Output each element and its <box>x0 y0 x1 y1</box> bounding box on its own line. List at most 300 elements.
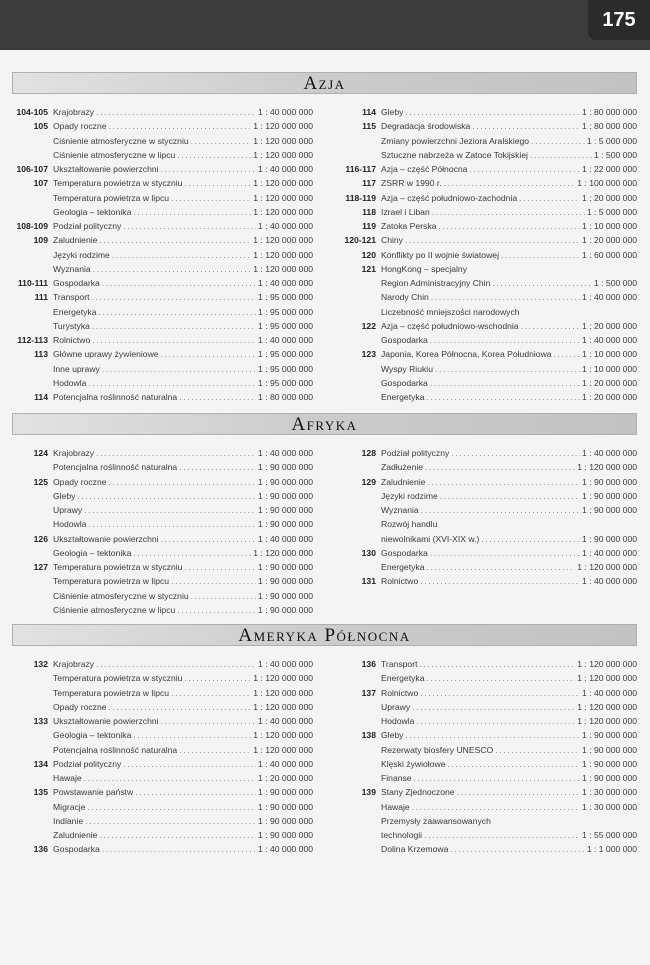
map-title: Gleby <box>381 730 404 741</box>
dot-leader <box>84 505 256 515</box>
toc-row <box>340 219 637 233</box>
map-scale: 1 : 95 000 000 <box>258 292 313 303</box>
map-title: Hodowla <box>53 519 87 530</box>
map-title: niewolnikami (XVI-XIX w.) <box>381 533 480 544</box>
dot-leader <box>77 491 256 501</box>
entry <box>381 193 637 203</box>
toc-row <box>340 276 637 290</box>
map-title: Ukształtowanie powierzchni <box>53 164 159 175</box>
map-scale: 1 : 90 000 000 <box>582 758 637 769</box>
map-scale: 1 : 90 000 000 <box>582 476 637 487</box>
top-bar <box>0 0 650 50</box>
page-ref: 136 <box>361 659 376 670</box>
dot-leader <box>405 107 580 117</box>
map-scale: 1 : 90 000 000 <box>258 505 313 516</box>
toc-row <box>340 814 637 828</box>
entry <box>53 178 313 188</box>
entry <box>53 576 313 586</box>
dot-leader <box>102 364 256 374</box>
toc-row <box>340 828 637 842</box>
map-scale: 1 : 40 000 000 <box>582 335 637 346</box>
dot-leader <box>444 178 576 188</box>
page-ref: 122 <box>361 320 376 331</box>
map-scale: 1 : 120 000 000 <box>253 149 313 160</box>
entry <box>381 136 637 146</box>
entry <box>381 349 637 359</box>
toc-row <box>12 603 313 617</box>
map-title: Geologia – tektonika <box>53 547 132 558</box>
map-title: Izrael i Liban <box>381 206 430 217</box>
section-afryka <box>12 413 637 617</box>
entry <box>381 107 637 117</box>
toc-row <box>12 390 313 404</box>
dot-leader <box>435 364 580 374</box>
map-scale: 1 : 120 000 000 <box>253 235 313 246</box>
dot-leader <box>177 150 251 160</box>
map-title: Uprawy <box>381 701 411 712</box>
dot-leader <box>412 802 580 812</box>
dot-leader <box>98 307 256 317</box>
toc-row <box>12 700 313 714</box>
map-scale: 1 : 30 000 000 <box>582 787 637 798</box>
toc-row <box>340 148 637 162</box>
map-title: Potencjalna roślinność naturalna <box>53 744 178 755</box>
map-scale: 1 : 5 000 000 <box>586 206 637 217</box>
map-scale: 1 : 80 000 000 <box>582 107 637 118</box>
entry <box>381 278 637 288</box>
dot-leader <box>450 844 584 854</box>
toc-row <box>340 290 637 304</box>
entry <box>53 534 313 544</box>
map-title: Sztuczne nabrzeża w Zatoce Tokijskiej <box>381 149 528 160</box>
map-title: Azja – część południowo-zachodnia <box>381 192 518 203</box>
page-ref: 107 <box>33 178 48 189</box>
map-title: HongKong – specjalny <box>381 263 467 274</box>
entry <box>53 816 313 826</box>
map-scale: 1 : 30 000 000 <box>582 801 637 812</box>
entry <box>53 702 313 712</box>
map-scale: 1 : 40 000 000 <box>258 107 313 118</box>
map-scale: 1 : 20 000 000 <box>582 392 637 403</box>
map-scale: 1 : 90 000 000 <box>258 801 313 812</box>
map-title: Powstawanie państw <box>53 787 134 798</box>
entry <box>381 307 637 317</box>
entry <box>381 364 637 374</box>
section-header <box>12 72 637 94</box>
page-ref: 133 <box>33 716 48 727</box>
entry <box>381 673 637 683</box>
map-title: Dolina Krzemowa <box>381 844 449 855</box>
toc-row <box>12 305 313 319</box>
dot-leader <box>438 221 580 231</box>
toc-row <box>12 503 313 517</box>
map-scale: 1 : 90 000 000 <box>258 590 313 601</box>
dot-leader <box>96 448 256 458</box>
toc-row <box>340 460 637 474</box>
page-number: 175 <box>588 0 650 40</box>
map-title: Narody Chin <box>381 292 429 303</box>
map-scale: 1 : 120 000 000 <box>253 687 313 698</box>
map-scale: 1 : 1 000 000 <box>586 844 637 855</box>
toc-row <box>12 262 313 276</box>
map-scale: 1 : 40 000 000 <box>258 533 313 544</box>
toc-row <box>340 446 637 460</box>
dot-leader <box>414 773 580 783</box>
toc-row <box>12 362 313 376</box>
toc-row <box>12 290 313 304</box>
entry <box>381 221 637 231</box>
entry <box>53 448 313 458</box>
map-scale: 1 : 120 000 000 <box>253 192 313 203</box>
map-scale: 1 : 95 000 000 <box>258 306 313 317</box>
entry <box>381 702 637 712</box>
toc-row <box>340 743 637 757</box>
map-scale: 1 : 60 000 000 <box>582 249 637 260</box>
dot-leader <box>171 688 251 698</box>
entry <box>381 688 637 698</box>
map-scale: 1 : 120 000 000 <box>253 730 313 741</box>
map-scale: 1 : 500 000 <box>593 149 637 160</box>
map-title: Gospodarka <box>381 377 428 388</box>
entry <box>381 816 637 826</box>
dot-leader <box>430 335 580 345</box>
map-title: Hodowla <box>53 377 87 388</box>
page-ref: 119 <box>362 221 376 232</box>
page-ref: 128 <box>361 448 376 459</box>
dot-leader <box>405 235 580 245</box>
toc-row <box>340 657 637 671</box>
dot-leader <box>171 576 256 586</box>
toc-row <box>12 475 313 489</box>
entry <box>381 477 637 487</box>
map-scale: 1 : 40 000 000 <box>258 278 313 289</box>
dot-leader <box>432 207 585 217</box>
map-scale: 1 : 40 000 000 <box>258 659 313 670</box>
entry <box>381 150 637 160</box>
dot-leader <box>430 548 580 558</box>
map-title: Opady roczne <box>53 476 107 487</box>
dot-leader <box>495 745 580 755</box>
entry <box>381 773 637 783</box>
page-ref: 109 <box>33 235 48 246</box>
toc-row <box>12 219 313 233</box>
toc-row <box>12 800 313 814</box>
map-title: Indianie <box>53 815 84 826</box>
entry <box>53 688 313 698</box>
entry <box>53 378 313 388</box>
map-title: Wyznania <box>53 263 91 274</box>
map-scale: 1 : 120 000 000 <box>253 249 313 260</box>
toc-row <box>12 785 313 799</box>
section-title: Azja <box>303 73 346 94</box>
entry <box>381 745 637 755</box>
map-title: Uprawy <box>53 505 83 516</box>
toc-row <box>12 176 313 190</box>
toc-row <box>12 376 313 390</box>
map-title: Temperatura powietrza w lipcu <box>53 576 170 587</box>
map-title: Języki rodzime <box>53 249 110 260</box>
entry <box>53 307 313 317</box>
map-scale: 1 : 120 000 000 <box>253 744 313 755</box>
entry <box>381 830 637 840</box>
dot-leader <box>405 730 580 740</box>
entry <box>381 844 637 854</box>
map-scale: 1 : 95 000 000 <box>258 349 313 360</box>
map-scale: 1 : 40 000 000 <box>258 448 313 459</box>
entry <box>381 730 637 740</box>
map-title: Inne uprawy <box>53 363 100 374</box>
entry <box>381 235 637 245</box>
map-title: Zaludnienie <box>53 830 98 841</box>
page-ref: 135 <box>33 787 48 798</box>
page-ref: 138 <box>361 730 376 741</box>
toc-row <box>340 503 637 517</box>
dot-leader <box>87 802 256 812</box>
map-scale: 1 : 95 000 000 <box>258 363 313 374</box>
toc-row <box>12 728 313 742</box>
entry <box>53 548 313 558</box>
page-ref: 129 <box>361 476 376 487</box>
entry <box>381 491 637 501</box>
map-scale: 1 : 40 000 000 <box>258 716 313 727</box>
dot-leader <box>554 349 580 359</box>
toc-row <box>340 390 637 404</box>
dot-leader <box>531 136 585 146</box>
dot-leader <box>171 193 251 203</box>
map-scale: 1 : 90 000 000 <box>258 476 313 487</box>
toc-row <box>340 700 637 714</box>
dot-leader <box>521 321 580 331</box>
entry <box>53 759 313 769</box>
entry <box>53 164 313 174</box>
map-title: Krajobrazy <box>53 659 95 670</box>
entry <box>53 335 313 345</box>
map-scale: 1 : 90 000 000 <box>582 490 637 501</box>
toc-row <box>12 119 313 133</box>
map-scale: 1 : 90 000 000 <box>258 519 313 530</box>
dot-leader <box>96 107 256 117</box>
dot-leader <box>191 591 256 601</box>
map-scale: 1 : 80 000 000 <box>582 121 637 132</box>
dot-leader <box>421 505 580 515</box>
toc-row <box>12 347 313 361</box>
entry <box>53 121 313 131</box>
toc-row <box>12 489 313 503</box>
toc-row <box>12 276 313 290</box>
dot-leader <box>102 278 256 288</box>
entry <box>53 591 313 601</box>
map-scale: 1 : 90 000 000 <box>582 533 637 544</box>
map-scale: 1 : 120 000 000 <box>253 121 313 132</box>
dot-leader <box>427 477 580 487</box>
map-title: Ciśnienie atmosferyczne w lipcu <box>53 604 176 615</box>
dot-leader <box>91 292 256 302</box>
map-scale: 1 : 120 000 000 <box>577 562 637 573</box>
page-ref: 112-113 <box>17 335 48 346</box>
map-scale: 1 : 90 000 000 <box>258 815 313 826</box>
map-scale: 1 : 20 000 000 <box>582 192 637 203</box>
entry <box>53 745 313 755</box>
toc-row <box>340 119 637 133</box>
page-ref: 118-119 <box>345 192 376 203</box>
map-title: Ciśnienie atmosferyczne w styczniu <box>53 590 189 601</box>
page-ref: 120-121 <box>344 235 376 246</box>
map-scale: 1 : 120 000 000 <box>253 673 313 684</box>
entry <box>381 448 637 458</box>
page-ref: 108-109 <box>16 221 48 232</box>
toc-row <box>12 532 313 546</box>
entry <box>53 136 313 146</box>
dot-leader <box>123 759 256 769</box>
page-ref: 131 <box>361 576 376 587</box>
toc-row <box>340 347 637 361</box>
map-scale: 1 : 55 000 000 <box>582 830 637 841</box>
page-ref: 113 <box>34 349 48 360</box>
entry <box>381 759 637 769</box>
dot-leader <box>184 673 251 683</box>
map-scale: 1 : 40 000 000 <box>258 758 313 769</box>
map-title: Turystyka <box>53 320 90 331</box>
left-column <box>12 446 313 617</box>
right-column <box>340 105 637 404</box>
map-scale: 1 : 10 000 000 <box>582 363 637 374</box>
dot-leader <box>426 392 580 402</box>
map-title: Energetyka <box>53 306 97 317</box>
toc-row <box>340 319 637 333</box>
map-title: Podział polityczny <box>53 221 122 232</box>
toc-row <box>12 814 313 828</box>
dot-leader <box>161 164 256 174</box>
toc-row <box>340 333 637 347</box>
map-title: Gospodarka <box>381 335 428 346</box>
entry <box>53 349 313 359</box>
map-scale: 1 : 40 000 000 <box>258 335 313 346</box>
entry <box>381 802 637 812</box>
dot-leader <box>451 448 580 458</box>
toc-row <box>12 446 313 460</box>
left-column <box>12 105 313 404</box>
map-scale: 1 : 90 000 000 <box>258 787 313 798</box>
map-title: Hawaje <box>381 801 410 812</box>
toc-row <box>340 800 637 814</box>
map-scale: 1 : 120 000 000 <box>253 206 313 217</box>
page-ref: 126 <box>33 533 48 544</box>
map-scale: 1 : 20 000 000 <box>258 773 313 784</box>
map-title: Temperatura powietrza w lipcu <box>53 687 170 698</box>
toc-row <box>12 828 313 842</box>
toc-row <box>12 546 313 560</box>
section-ameryka-polnocna <box>12 624 637 857</box>
map-scale: 1 : 90 000 000 <box>258 576 313 587</box>
map-scale: 1 : 40 000 000 <box>582 292 637 303</box>
toc-row <box>340 176 637 190</box>
entry <box>53 519 313 529</box>
entry <box>53 505 313 515</box>
page-ref: 132 <box>33 659 48 670</box>
map-title: Azja – część Północna <box>381 164 468 175</box>
map-title: Degradacja środowiska <box>381 121 471 132</box>
toc-row <box>12 589 313 603</box>
dot-leader <box>88 519 256 529</box>
toc-row <box>12 333 313 347</box>
dot-leader <box>469 164 580 174</box>
entry <box>381 164 637 174</box>
map-title: Migracje <box>53 801 86 812</box>
toc-row <box>340 233 637 247</box>
dot-leader <box>93 264 252 274</box>
entry <box>53 150 313 160</box>
dot-leader <box>135 787 256 797</box>
dot-leader <box>191 136 252 146</box>
entry <box>381 534 637 544</box>
dot-leader <box>519 193 580 203</box>
map-scale: 1 : 120 000 000 <box>577 701 637 712</box>
map-title: Finanse <box>381 773 412 784</box>
toc-row <box>12 517 313 531</box>
map-title: Języki rodzime <box>381 490 438 501</box>
dot-leader <box>447 759 580 769</box>
dot-leader <box>109 121 252 131</box>
entry <box>381 121 637 131</box>
map-scale: 1 : 500 000 <box>593 278 637 289</box>
map-title: Temperatura powietrza w styczniu <box>53 178 183 189</box>
dot-leader <box>424 830 580 840</box>
toc-row <box>12 248 313 262</box>
dot-leader <box>492 278 592 288</box>
toc-row <box>12 191 313 205</box>
map-title: Podział polityczny <box>381 448 450 459</box>
toc-row <box>340 362 637 376</box>
toc-row <box>340 191 637 205</box>
dot-leader <box>179 392 256 402</box>
toc-row <box>340 205 637 219</box>
map-title: Krajobrazy <box>53 107 95 118</box>
entry <box>53 659 313 669</box>
map-title: Gleby <box>53 490 76 501</box>
map-scale: 1 : 90 000 000 <box>258 462 313 473</box>
entry <box>381 787 637 797</box>
dot-leader <box>412 702 575 712</box>
map-title: Opady roczne <box>53 701 107 712</box>
map-title: Energetyka <box>381 673 425 684</box>
map-scale: 1 : 40 000 000 <box>258 221 313 232</box>
map-title: Klęski żywiołowe <box>381 758 446 769</box>
dot-leader <box>416 716 575 726</box>
dot-leader <box>88 378 256 388</box>
map-scale: 1 : 40 000 000 <box>258 164 313 175</box>
dot-leader <box>109 477 257 487</box>
map-title: Zaludnienie <box>53 235 98 246</box>
map-title: Transport <box>53 292 90 303</box>
toc-row <box>340 262 637 276</box>
dot-leader <box>92 335 256 345</box>
map-title: Azja – część południowo-wschodnia <box>381 320 519 331</box>
dot-leader <box>123 221 256 231</box>
page-ref: 120 <box>361 249 376 260</box>
toc-row <box>340 489 637 503</box>
entry <box>381 207 637 217</box>
map-title: Rolnictwo <box>53 335 91 346</box>
dot-leader <box>85 816 256 826</box>
dot-leader <box>420 576 580 586</box>
map-title: Temperatura powietrza w styczniu <box>53 673 183 684</box>
dot-leader <box>161 349 256 359</box>
map-title: Gospodarka <box>53 278 100 289</box>
toc-row <box>12 105 313 119</box>
map-title: Potencjalna roślinność naturalna <box>53 462 178 473</box>
map-title: Chiny <box>381 235 403 246</box>
dot-leader <box>99 235 251 245</box>
